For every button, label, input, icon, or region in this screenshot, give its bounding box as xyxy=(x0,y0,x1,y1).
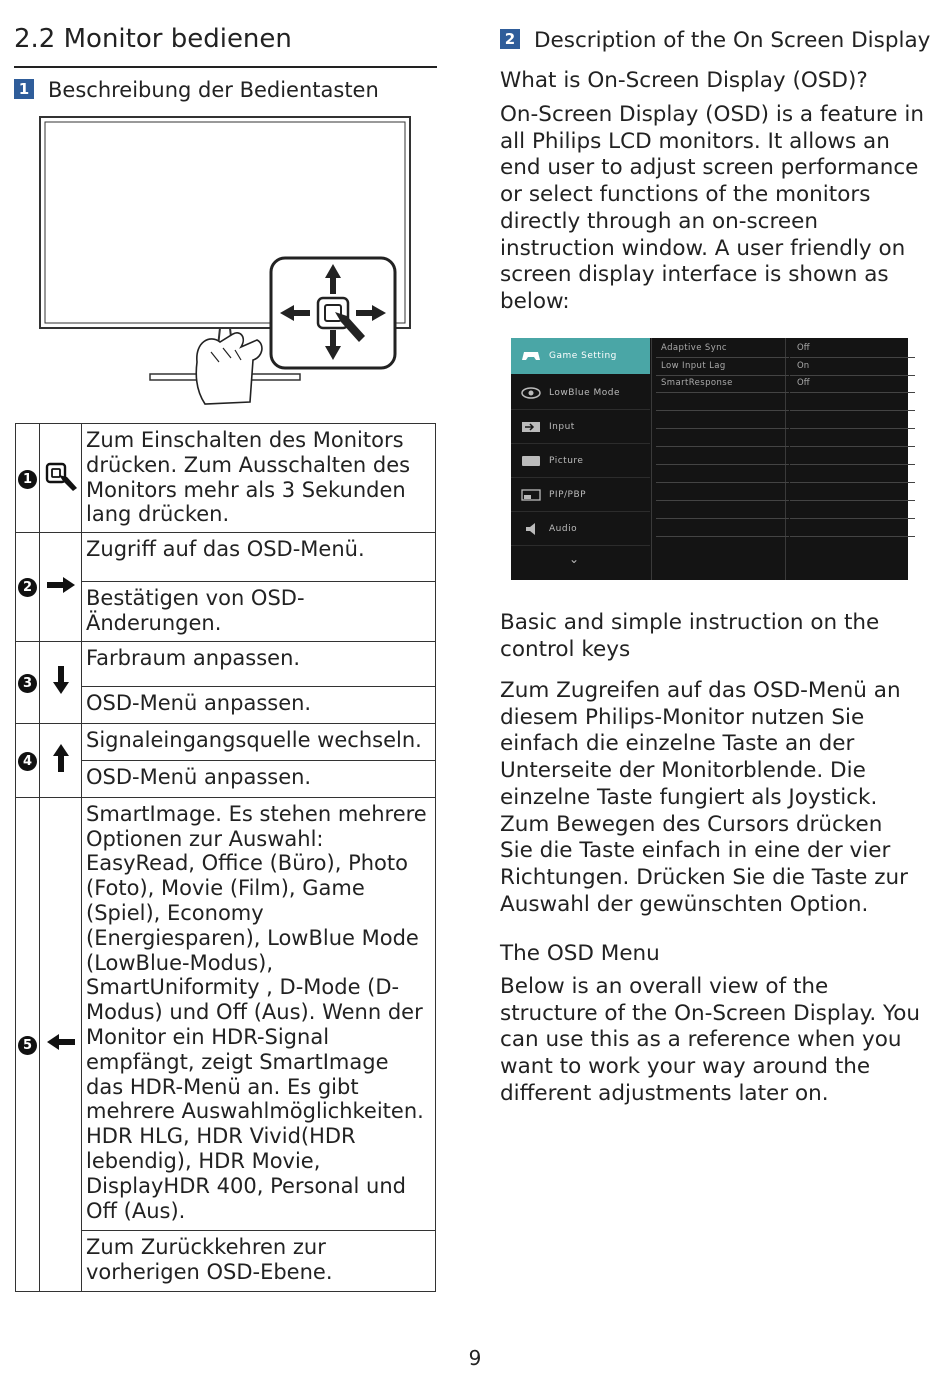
section-heading xyxy=(14,78,379,102)
access-description: Zum Zugreifen auf das OSD-Menü an diesem Philips-Monitor nutzen Sie einfach die einzelne Taste an der Unterseite der Monitorblende. Die einzelne Taste fungiert als Joystick. Zum Bewegen des Cursors drücken Sie die Taste einfach in eine der vier Richtungen. Drücken Sie die Taste zur Auswahl der gewünschten Option. xyxy=(500,678,908,917)
osd-value: On xyxy=(790,358,915,376)
osd-menu-item-picture: Picture xyxy=(511,444,650,478)
osd-menu-item-pip: PIP/PBP xyxy=(511,478,650,512)
osd-submenu-item: SmartResponse xyxy=(656,375,789,393)
osd-screenshot xyxy=(511,338,908,580)
osd-question: What is On-Screen Display (OSD)? xyxy=(500,68,868,93)
picture-icon xyxy=(521,455,541,467)
page-title: 2.2 Monitor bedienen xyxy=(14,24,292,54)
key-description: OSD-Menü anpassen. xyxy=(82,760,436,797)
monitor-illustration xyxy=(35,112,420,412)
section-heading xyxy=(500,28,940,55)
key-description: SmartImage. Es stehen mehrere Optionen zur Auswahl: EasyRead, Office (Büro), Photo (Foto), Movie (Film), Game (Spiel), Economy (Energiesparen), LowBlue Mode (LowBlue-Modus), SmartUniformity , D-Mode (D-Modus) und Off (Aus). Wenn der Monitor ein HDR-Signal empfängt, zeigt SmartImage das HDR-Menü an. Es gibt mehrere Auswahlmöglichkeiten. HDR HLG, HDR Vivid(HDR lebendig), HDR Movie, DisplayHDR 400, Personal und Off (Aus). xyxy=(82,797,436,1230)
gamepad-icon xyxy=(521,350,541,362)
speaker-icon xyxy=(521,523,541,535)
key-description: Signaleingangsquelle wechseln. xyxy=(82,723,436,760)
osd-submenu-item: Adaptive Sync xyxy=(656,340,789,358)
section-number-badge: 1 xyxy=(14,79,34,99)
key-description: Farbraum anpassen. xyxy=(82,641,436,686)
section-title: Beschreibung der Bedientasten xyxy=(48,78,379,102)
osd-value: Off xyxy=(790,340,915,358)
arrow-down-icon xyxy=(51,664,71,696)
key-description: Bestätigen von OSD-Änderungen. xyxy=(82,582,436,642)
table-row xyxy=(16,424,436,533)
osd-menu-item-game-setting: Game Setting xyxy=(511,338,650,374)
row-number-badge: 5 xyxy=(18,1036,37,1055)
power-joystick-icon xyxy=(43,461,79,491)
input-icon xyxy=(521,421,541,433)
row-number-badge: 3 xyxy=(18,674,37,693)
arrow-up-icon xyxy=(51,742,71,774)
chevron-down-icon: ⌄ xyxy=(569,552,580,566)
row-number-badge: 2 xyxy=(18,578,37,597)
row-number-badge: 1 xyxy=(18,470,37,489)
page-number: 9 xyxy=(468,1346,482,1370)
arrow-left-icon xyxy=(45,1032,77,1052)
arrow-right-icon xyxy=(45,575,77,595)
osd-menu-heading: The OSD Menu xyxy=(500,941,660,966)
key-description: Zum Einschalten des Monitors drücken. Zum Ausschalten des Monitors mehr als 3 Sekunden lang drücken. xyxy=(82,424,436,533)
key-description: Zugriff auf das OSD-Menü. xyxy=(82,533,436,582)
control-keys-table xyxy=(15,423,436,1292)
overall-description: Below is an overall view of the structure of the On-Screen Display. You can use this as a reference when you want to work your way around the different adjustments later on. xyxy=(500,974,921,1106)
row-number-badge: 4 xyxy=(18,752,37,771)
section-number-badge: 2 xyxy=(500,29,520,49)
table-row xyxy=(16,533,436,582)
osd-description: On-Screen Display (OSD) is a feature in all Philips LCD monitors. It allows an end user to adjust screen performance or select functions of the monitors directly through an on-screen instruction window. A user friendly on screen display interface is shown as below: xyxy=(500,102,924,314)
pip-icon xyxy=(521,489,541,501)
osd-menu-item-audio: Audio xyxy=(511,512,650,546)
title-divider xyxy=(14,66,437,68)
basic-instruction-heading: Basic and simple instruction on the control keys xyxy=(500,610,880,662)
table-row xyxy=(16,641,436,686)
osd-value: Off xyxy=(790,375,915,393)
osd-menu-item-lowblue: LowBlue Mode xyxy=(511,376,650,410)
section-title: Description of the On Screen Display xyxy=(534,28,931,53)
osd-submenu-item: Low Input Lag xyxy=(656,358,789,376)
table-row xyxy=(16,797,436,1230)
osd-menu-item-input: Input xyxy=(511,410,650,444)
key-description: OSD-Menü anpassen. xyxy=(82,686,436,723)
eye-icon xyxy=(521,387,541,399)
key-description: Zum Zurückkehren zur vorherigen OSD-Ebene. xyxy=(82,1230,436,1291)
table-row xyxy=(16,723,436,760)
